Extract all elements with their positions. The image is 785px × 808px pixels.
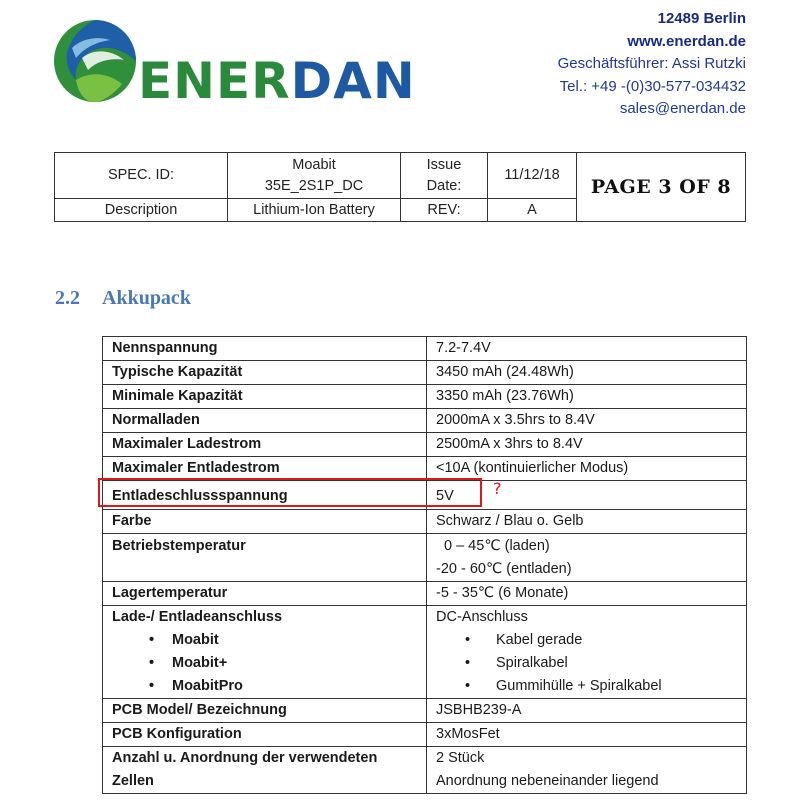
bullet-icon: • [149, 632, 155, 648]
bullet-icon: • [465, 632, 471, 648]
page-number: PAGE 3 OF 8 [577, 153, 746, 222]
temp-discharge: -20 - 60℃ (entladen) [436, 561, 572, 577]
section-heading [55, 287, 191, 310]
row-label: Lagertemperatur [103, 582, 427, 606]
description-value: Lithium-Ion Battery [228, 199, 401, 222]
list-item: • Moabit+ [112, 652, 418, 675]
table-row [103, 723, 747, 747]
row-value: 7.2-7.4V [427, 337, 747, 361]
table-row [103, 606, 747, 699]
bullet-icon: • [149, 655, 155, 671]
row-label: Maximaler Entladestrom [103, 457, 427, 481]
row-label: Typische Kapazität [103, 361, 427, 385]
list-item: • Spiralkabel [436, 652, 738, 675]
issue-label-line2: Date: [426, 177, 462, 194]
row-label: Farbe [103, 510, 427, 534]
row-value [427, 534, 747, 582]
company-email-link[interactable]: sales@enerdan.de [619, 100, 746, 117]
company-phone: Tel.: +49 -(0)30-577-034432 [559, 77, 746, 95]
logo-text-dan: DAN [290, 52, 416, 110]
row-label: PCB Konfiguration [103, 723, 427, 747]
spec-header-table [54, 152, 746, 222]
issue-date-value: 11/12/18 [488, 153, 577, 199]
table-row [103, 747, 747, 794]
bullet-icon: • [149, 678, 155, 694]
row-value: -5 - 35℃ (6 Monate) [427, 582, 747, 606]
cells-label-line2: Zellen [112, 773, 154, 789]
list-item: • MoabitPro [112, 675, 418, 698]
table-row [103, 433, 747, 457]
table-row [103, 361, 747, 385]
row-value: <10A (kontinuierlicher Modus) [427, 457, 747, 481]
row-label [103, 606, 427, 699]
spec-id-label: SPEC. ID: [55, 153, 228, 199]
temp-charge: 0 – 45℃ (laden) [444, 538, 550, 554]
issue-label-line1: Issue [426, 156, 462, 173]
table-row [103, 534, 747, 582]
company-website-link[interactable]: www.enerdan.de [627, 32, 746, 50]
table-row [103, 457, 747, 481]
connector-label: Lade-/ Entladeanschluss [112, 609, 283, 625]
row-value [427, 747, 747, 794]
rev-value: A [488, 199, 577, 222]
row-label: Minimale Kapazität [103, 385, 427, 409]
spec-id-value-line1: Moabit [292, 156, 336, 173]
table-row [103, 409, 747, 433]
issue-date-label [401, 153, 488, 199]
row-value: Schwarz / Blau o. Gelb [427, 510, 747, 534]
list-item: • Kabel gerade [436, 629, 738, 652]
row-label: Maximaler Ladestrom [103, 433, 427, 457]
connector-value: DC-Anschluss [436, 609, 528, 625]
bullet-icon: • [465, 678, 471, 694]
bullet-icon: • [465, 655, 471, 671]
row-value: 3350 mAh (23.76Wh) [427, 385, 747, 409]
row-label: Betriebstemperatur [103, 534, 427, 582]
cells-value-line2: Anordnung nebeneinander liegend [436, 773, 659, 789]
rev-label: REV: [401, 199, 488, 222]
akkupack-spec-table [102, 336, 747, 794]
table-row [103, 582, 747, 606]
spec-id-value [228, 153, 401, 199]
section-number: 2.2 [55, 287, 80, 309]
list-item: • Moabit [112, 629, 418, 652]
table-row [103, 337, 747, 361]
table-row [103, 699, 747, 723]
section-title: Akkupack [102, 287, 191, 309]
row-value: 3xMosFet [427, 723, 747, 747]
spec-id-value-line2: 35E_2S1P_DC [264, 177, 364, 194]
row-value [427, 606, 747, 699]
row-label: Normalladen [103, 409, 427, 433]
cells-value-line1: 2 Stück [436, 750, 485, 766]
company-address-block [558, 8, 746, 121]
highlight-box [98, 478, 482, 507]
company-city: 12489 Berlin [657, 10, 746, 27]
row-label: Entladeschlussspannung [103, 481, 427, 510]
logo-wordmark [138, 52, 416, 110]
leaf-globe-icon [52, 18, 138, 104]
question-mark-annotation: ? [493, 479, 502, 498]
row-label: PCB Model/ Bezeichnung [103, 699, 427, 723]
company-ceo: Geschäftsführer: Assi Rutzki [557, 55, 746, 72]
row-value: JSBHB239-A [427, 699, 747, 723]
row-value: 3450 mAh (24.48Wh) [427, 361, 747, 385]
row-label [103, 747, 427, 794]
cells-label-line1: Anzahl u. Anordnung der verwendeten [112, 750, 378, 766]
list-item: • Gummihülle + Spiralkabel [436, 675, 738, 698]
enerdan-logo [52, 18, 416, 118]
logo-text-ener: ENER [138, 52, 291, 110]
row-value: 5V [427, 481, 747, 510]
description-label: Description [55, 199, 228, 222]
row-value: 2500mA x 3hrs to 8.4V [427, 433, 747, 457]
row-label: Nennspannung [103, 337, 427, 361]
table-row [103, 385, 747, 409]
row-value: 2000mA x 3.5hrs to 8.4V [427, 409, 747, 433]
table-row [103, 510, 747, 534]
